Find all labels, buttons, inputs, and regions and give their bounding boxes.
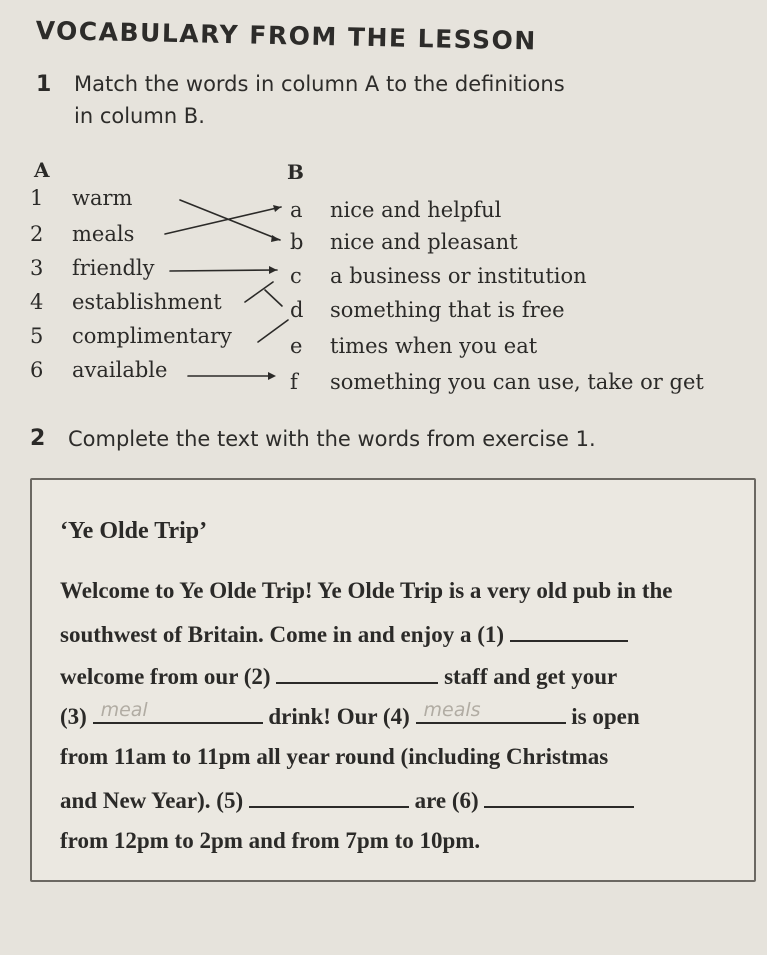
text-line-7: from 12pm to 2pm and from 7pm to 10pm.	[60, 828, 481, 853]
item-number: 6	[30, 358, 44, 382]
text-line-3	[60, 662, 617, 690]
item-number: 4	[30, 290, 44, 314]
section-title: VOCABULARY FROM THE LESSON	[35, 16, 538, 56]
text-segment: is open	[571, 704, 640, 729]
arrowhead-icon	[268, 372, 276, 380]
text-segment: (3)	[60, 704, 87, 729]
item-definition: a business or institution	[330, 264, 587, 288]
match-line-to-d	[265, 290, 282, 306]
text-segment: are (6)	[414, 788, 479, 813]
item-number: 1	[30, 186, 44, 210]
answer-blank-4[interactable]	[416, 699, 566, 724]
item-letter: f	[290, 370, 298, 394]
match-line-complimentary-to-d	[258, 320, 288, 342]
item-definition: something that is free	[330, 298, 565, 322]
answer-blank-1[interactable]	[510, 620, 628, 642]
arrowhead-icon	[273, 205, 281, 212]
match-line-establishment-to-c	[245, 282, 273, 302]
item-letter: e	[290, 334, 303, 358]
item-word: establishment	[72, 290, 222, 314]
answer-blank-6[interactable]	[484, 786, 634, 808]
answer-blank-3[interactable]	[93, 699, 263, 724]
item-word: friendly	[72, 256, 155, 280]
exercise-2-number: 2	[30, 426, 46, 451]
text-segment: welcome from our (2)	[60, 664, 271, 689]
item-number: 5	[30, 324, 44, 348]
item-word: warm	[72, 186, 133, 210]
answer-blank-5[interactable]	[249, 786, 409, 808]
arrowhead-icon	[269, 266, 277, 274]
column-a-header: A	[34, 158, 50, 182]
arrowhead-icon	[271, 235, 280, 242]
item-word: available	[72, 358, 168, 382]
exercise-1-instruction-line-2: in column B.	[74, 104, 205, 128]
text-segment: staff and get your	[444, 664, 618, 689]
exercise-2-instruction: Complete the text with the words from exercise 1.	[68, 427, 596, 451]
text-line-4	[60, 699, 640, 730]
reading-text-title: ‘Ye Olde Trip’	[60, 518, 208, 544]
item-definition: nice and helpful	[330, 198, 502, 222]
item-word: complimentary	[72, 324, 232, 348]
answer-blank-2[interactable]	[276, 662, 438, 684]
match-line-meals-to-a	[165, 207, 281, 234]
text-line-1: Welcome to Ye Olde Trip! Ye Olde Trip is a very old pub in the	[60, 578, 673, 603]
item-number: 2	[30, 222, 44, 246]
item-letter: c	[290, 264, 302, 288]
item-letter: b	[290, 230, 304, 254]
handwritten-answer-3: meal	[100, 699, 148, 721]
item-word: meals	[72, 222, 135, 246]
match-line-warm-to-b	[180, 200, 280, 240]
text-line-5: from 11am to 11pm all year round (including Christmas	[60, 744, 609, 769]
text-segment: drink! Our (4)	[268, 704, 410, 729]
exercise-1-instruction-line-1: Match the words in column A to the definitions	[74, 72, 565, 96]
match-line-friendly-to-c	[170, 270, 277, 271]
item-number: 3	[30, 256, 44, 280]
text-segment: southwest of Britain. Come in and enjoy a (1)	[60, 622, 505, 647]
item-definition: times when you eat	[330, 334, 538, 358]
column-b-header: B	[287, 160, 304, 184]
text-line-6	[60, 786, 634, 814]
item-definition: something you can use, take or get	[330, 370, 704, 394]
reading-text-box	[30, 478, 756, 882]
text-segment: and New Year). (5)	[60, 788, 244, 813]
item-letter: a	[290, 198, 303, 222]
handwritten-answer-4: meals	[423, 699, 481, 721]
item-definition: nice and pleasant	[330, 230, 518, 254]
text-line-2	[60, 620, 628, 648]
item-letter: d	[290, 298, 304, 322]
exercise-1-number: 1	[36, 72, 52, 97]
